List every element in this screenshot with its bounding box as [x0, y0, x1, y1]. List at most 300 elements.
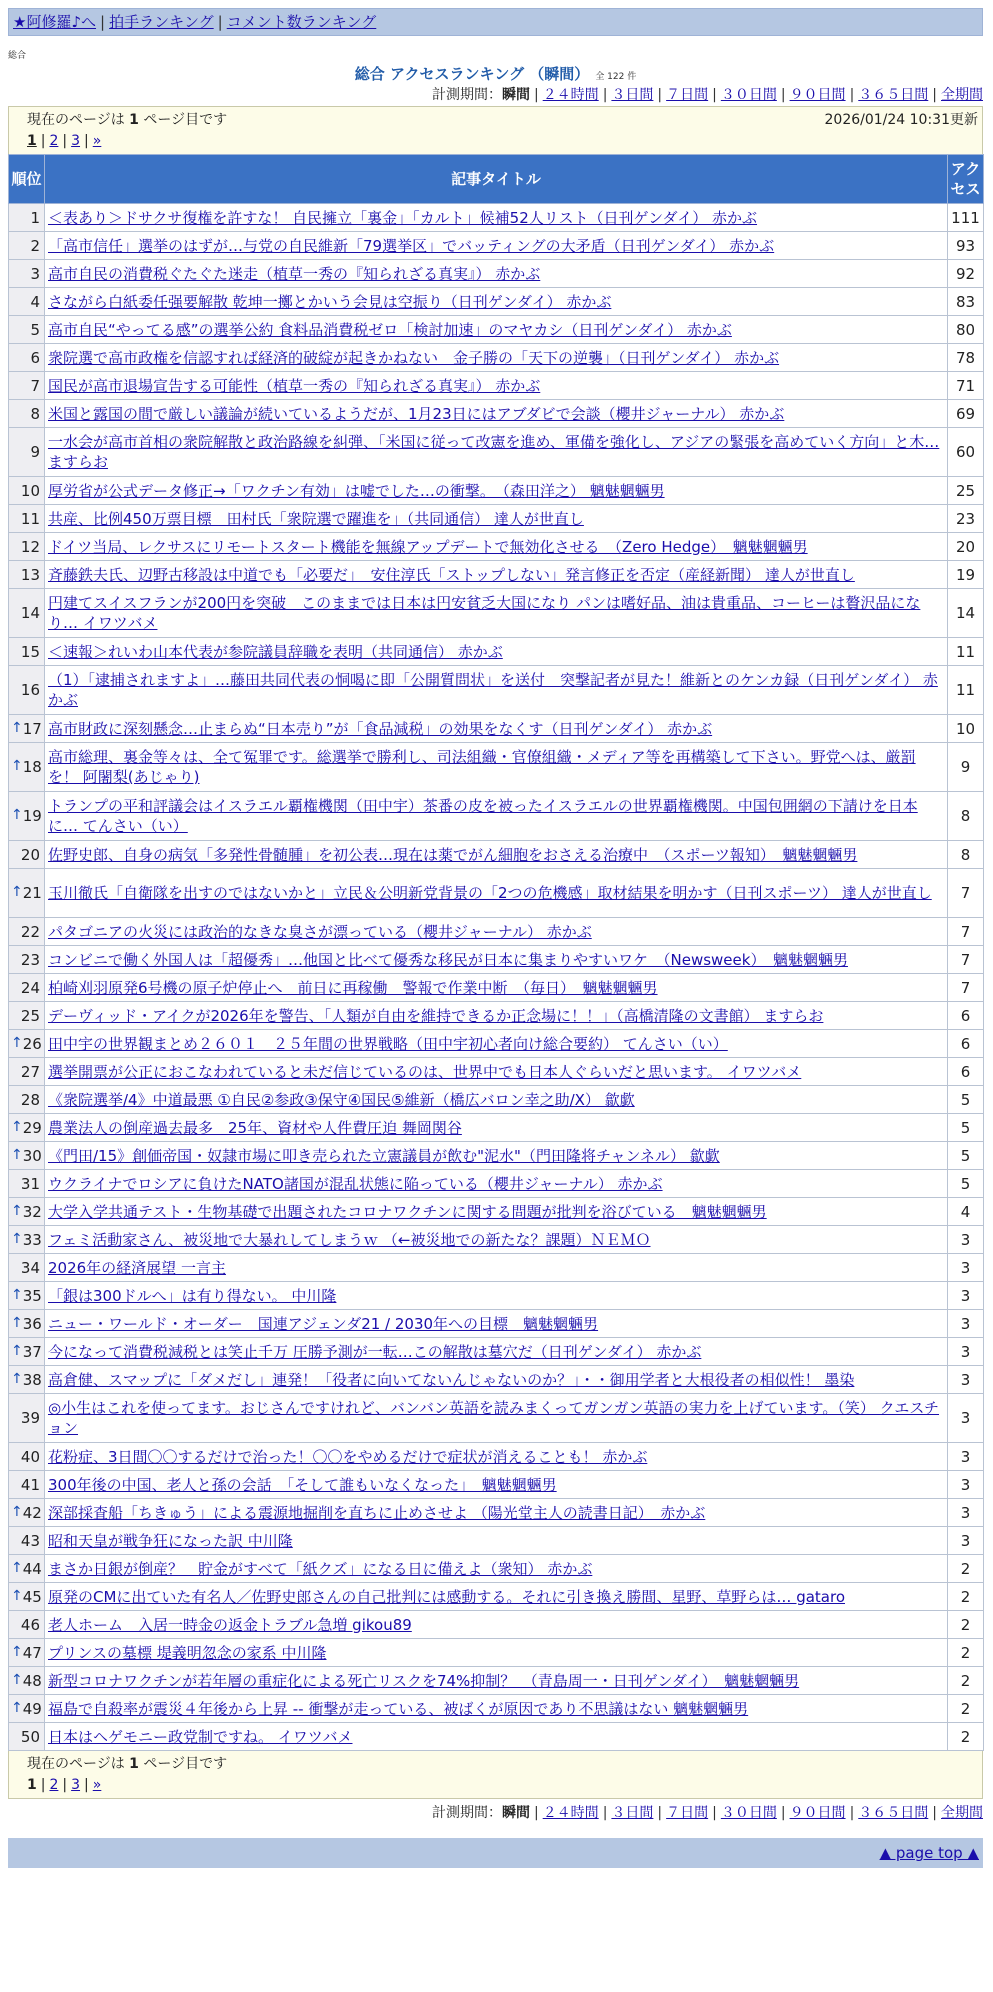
page-link[interactable]: 3: [71, 133, 81, 149]
rank-up-icon: ↑: [11, 1314, 23, 1331]
rank-cell: [9, 428, 45, 477]
access-count: 3: [948, 1499, 984, 1527]
access-count: 11: [948, 638, 984, 666]
rank-cell: [9, 288, 45, 316]
page-sep: |: [62, 133, 68, 149]
access-count: 3: [948, 1394, 984, 1443]
title-cell: [45, 841, 948, 869]
access-count: 2: [948, 1583, 984, 1611]
article-link[interactable]: デーヴィッド・アイクが2026年を警告、「人類が自由を維持できるか正念場に！！」（高橋清隆の文書館） ますらお: [48, 1006, 824, 1025]
rank-cell: [9, 1086, 45, 1114]
page-suffix: ページ目です: [138, 112, 228, 128]
table-row: [9, 946, 984, 974]
nav-link-clap-ranking[interactable]: 拍手ランキング: [109, 13, 214, 31]
title-cell: [45, 715, 948, 743]
rank-number: 18: [22, 758, 42, 776]
rank-up-icon: ↑: [11, 719, 23, 736]
access-count: 3: [948, 1254, 984, 1282]
article-link[interactable]: （1）「逮捕されますよ」…藤田共同代表の恫喝に即「公開質問状」を送付 突撃記者が見た！維新とのケンカ録（日刊ゲンダイ） 赤かぶ: [48, 671, 938, 709]
rank-number: 21: [22, 884, 42, 902]
rank-number: 13: [20, 565, 40, 584]
article-link[interactable]: 斉藤鉄夫氏、辺野古移設は中道でも「必要だ」 安住淳氏「ストップしない」発言修正を否定（産経新聞） 達人が世直し: [48, 565, 855, 584]
title-cell: [45, 1226, 948, 1254]
access-count: 2: [948, 1723, 984, 1751]
table-row: [9, 1170, 984, 1198]
table-row: [9, 1114, 984, 1142]
rank-number: 1: [30, 208, 40, 227]
rank-cell: [9, 260, 45, 288]
rank-cell: [9, 232, 45, 260]
period-current: 瞬間: [501, 87, 530, 103]
title-cell: [45, 232, 948, 260]
table-row: [9, 1198, 984, 1226]
page-link[interactable]: 3: [71, 1777, 81, 1793]
title-cell: [45, 1086, 948, 1114]
rank-up-icon: ↑: [11, 1230, 23, 1247]
article-link[interactable]: 佐野史郎、自身の病気「多発性骨髄腫」を初公表…現在は薬でがん細胞をおさえる治療中 （スポーツ報知） 魑魅魍魎男: [48, 845, 858, 864]
table-row: [9, 1394, 984, 1443]
rank-up-icon: ↑: [11, 1342, 23, 1359]
rank-number: 46: [20, 1615, 40, 1634]
access-count: 3: [948, 1338, 984, 1366]
period-sep: |: [533, 87, 539, 103]
pagination: [27, 133, 982, 149]
rank-up-icon: ↑: [11, 1559, 23, 1576]
rank-up-icon: ↑: [11, 1370, 23, 1387]
rank-cell: [9, 372, 45, 400]
page-prefix: 現在のページは: [27, 112, 130, 128]
table-row: [9, 1002, 984, 1030]
page-sep: |: [40, 133, 46, 149]
article-link[interactable]: さながら白紙委任强要解散 乾坤一擲とかいう会見は空振り（日刊ゲンダイ） 赤かぶ: [48, 292, 612, 311]
period-link[interactable]: ９０日間: [789, 87, 846, 103]
access-count: 2: [948, 1695, 984, 1723]
access-count: 5: [948, 1114, 984, 1142]
rank-cell: [9, 1002, 45, 1030]
title-cell: [45, 666, 948, 715]
article-link[interactable]: 「高市信任」選挙のはずが…与党の自民維新「79選挙区」でバッティングの大矛盾（日刊ゲンダイ） 赤かぶ: [48, 236, 775, 255]
rank-up-icon: ↑: [11, 758, 23, 774]
article-link[interactable]: 高倉健、スマップに「ダメだし」連発！「役者に向いてないんじゃないのか？」・・御用学者と大根役者の相似性！ 墨染: [48, 1370, 855, 1389]
ranking-table: [8, 154, 984, 1751]
table-row: [9, 1471, 984, 1499]
article-link[interactable]: 衆院選で高市政権を信認すれば経済的破綻が起きかねない 金子勝の「天下の逆襲」（日刊ゲンダイ） 赤かぶ: [48, 348, 780, 367]
access-count: 3: [948, 1471, 984, 1499]
access-count: 5: [948, 1170, 984, 1198]
article-link[interactable]: フェミ活動家さん、被災地で大暴れしてしまうｗ （←被災地での新たな？課題）ＮＥＭＯ: [48, 1230, 651, 1249]
period-link[interactable]: ２４時間: [542, 1805, 599, 1821]
pagination: [27, 1777, 982, 1793]
rank-up-icon: ↑: [11, 1202, 23, 1219]
rank-number: 6: [30, 348, 40, 367]
article-link[interactable]: 《門田/15》創価帝国・奴隷市場に叩き売られた立憲議員が飲む"泥水"（門田隆将チャンネル） 歙歔: [48, 1146, 720, 1165]
period-link[interactable]: ３０日間: [720, 1805, 777, 1821]
page-info-top: [8, 106, 983, 154]
header-access: アクセス: [948, 155, 984, 204]
rank-cell: [9, 316, 45, 344]
title-cell: [45, 1198, 948, 1226]
bottom-bar: [8, 1838, 983, 1868]
table-row: [9, 428, 984, 477]
period-link[interactable]: ９０日間: [789, 1805, 846, 1821]
rank-up-icon: ↑: [11, 1034, 23, 1051]
period-link[interactable]: ２４時間: [542, 87, 599, 103]
access-count: 60: [948, 428, 984, 477]
rank-cell: [9, 1555, 45, 1583]
table-row: [9, 841, 984, 869]
nav-sep: |: [100, 13, 106, 31]
table-row: [9, 1338, 984, 1366]
table-row: [9, 204, 984, 232]
title-cell: [45, 946, 948, 974]
access-count: 2: [948, 1639, 984, 1667]
header-title: 記事タイトル: [45, 155, 948, 204]
article-link[interactable]: ウクライナでロシアに負けたNATO諸国が混乱状態に陥っている（櫻井ジャーナル） 赤かぶ: [48, 1174, 663, 1193]
rank-cell: [9, 1611, 45, 1639]
page: [8, 8, 983, 1868]
rank-number: 8: [30, 404, 40, 423]
rank-cell: [9, 1114, 45, 1142]
article-link[interactable]: ＜表あり＞ドサクサ復権を許すな！ 自民擁立「裏金」「カルト」候補52人リスト（日刊ゲンダイ） 赤かぶ: [48, 208, 758, 227]
title-cell: [45, 1114, 948, 1142]
access-count: 71: [948, 372, 984, 400]
article-link[interactable]: 日本はヘゲモニー政党制ですね。 イワツバメ: [48, 1727, 353, 1746]
top-nav: [8, 8, 983, 36]
article-link[interactable]: 福島で自殺率が震災４年後から上昇 -- 衝撃が走っている、被ばくが原因であり不思議はない 魑魅魍魎男: [48, 1699, 749, 1718]
rank-cell: [9, 638, 45, 666]
period-sep: |: [712, 1805, 717, 1821]
title-cell: [45, 1695, 948, 1723]
article-link[interactable]: パタゴニアの火災には政治的なきな臭さが漂っている（櫻井ジャーナル） 赤かぶ: [48, 922, 592, 941]
page-number: 1: [129, 112, 139, 128]
article-link[interactable]: 厚労省が公式データ修正→「ワクチン有効」は嘘でした…の衝撃。 （森田洋之） 魑魅魍魎男: [48, 481, 665, 500]
article-link[interactable]: 今になって消費税減税とは笑止千万 圧勝予測が一転…この解散は墓穴だ（日刊ゲンダイ） 赤かぶ: [48, 1342, 702, 1361]
rank-cell: [9, 1639, 45, 1667]
table-row: [9, 1639, 984, 1667]
rank-number: 43: [20, 1531, 40, 1550]
rank-cell: [9, 1583, 45, 1611]
header-rank: 順位: [9, 155, 45, 204]
page-link[interactable]: »: [92, 1777, 102, 1793]
page-link[interactable]: 2: [49, 133, 59, 149]
period-link[interactable]: ３６５日間: [858, 1805, 929, 1821]
page-current: 1: [27, 133, 37, 149]
period-sep: |: [780, 1805, 786, 1821]
rank-number: 40: [20, 1447, 40, 1466]
article-link[interactable]: 米国と露国の間で厳しい議論が続いているようだが、1月23日にはアブダビで会談（櫻井ジャーナル） 赤かぶ: [48, 404, 785, 423]
rank-up-icon: ↑: [11, 807, 23, 823]
table-row: [9, 1086, 984, 1114]
rank-cell: [9, 1226, 45, 1254]
table-row: [9, 1226, 984, 1254]
rank-number: 9: [30, 443, 40, 461]
article-link[interactable]: 高市自民“やってる感”の選挙公約 食料品消費税ゼロ「検討加速」のマヤカシ（日刊ゲンダイ） 赤かぶ: [48, 320, 732, 339]
table-row: [9, 918, 984, 946]
access-count: 2: [948, 1555, 984, 1583]
table-row: [9, 974, 984, 1002]
table-row: [9, 1527, 984, 1555]
rank-up-icon: ↑: [11, 1643, 23, 1660]
article-link[interactable]: 高市財政に深刻懸念…止まらぬ“日本売り”が「食品減税」の効果をなくす（日刊ゲンダイ） 赤かぶ: [48, 719, 713, 738]
period-link[interactable]: ３０日間: [720, 87, 777, 103]
title-cell: [45, 316, 948, 344]
title-cell: [45, 1611, 948, 1639]
table-row: [9, 1366, 984, 1394]
rank-number: 14: [20, 604, 40, 622]
access-count: 10: [948, 715, 984, 743]
table-row: [9, 1695, 984, 1723]
rank-cell: [9, 1499, 45, 1527]
article-link[interactable]: 「銀は300ドルへ」は有り得ない。 中川隆: [48, 1286, 337, 1305]
access-count: 6: [948, 1030, 984, 1058]
table-row: [9, 1030, 984, 1058]
rank-cell: [9, 1338, 45, 1366]
rank-cell: [9, 1058, 45, 1086]
table-row: [9, 589, 984, 638]
period-selector: [8, 1802, 983, 1824]
rank-cell: [9, 1723, 45, 1751]
rank-cell: [9, 400, 45, 428]
rank-cell: [9, 918, 45, 946]
access-count: 6: [948, 1058, 984, 1086]
rank-number: 37: [22, 1342, 42, 1361]
article-link[interactable]: 新型コロナワクチンが若年層の重症化による死亡リスクを74%抑制？ （青島周一・日刊ゲンダイ） 魑魅魍魎男: [48, 1671, 800, 1690]
article-link[interactable]: ニュー・ワールド・オーダー 国連アジェンダ21 / 2030年への目標 魑魅魍魎男: [48, 1314, 599, 1333]
period-link[interactable]: ３日間: [611, 87, 654, 103]
title-cell: [45, 1002, 948, 1030]
period-sep: |: [657, 87, 663, 103]
rank-up-icon: ↑: [11, 1671, 23, 1688]
rank-number: 30: [22, 1146, 42, 1165]
access-count: 93: [948, 232, 984, 260]
rank-cell: [9, 1142, 45, 1170]
table-row: [9, 792, 984, 841]
page-prefix: 現在のページは: [27, 1756, 130, 1772]
rank-cell: [9, 1394, 45, 1443]
rank-number: 16: [20, 681, 40, 699]
access-count: 7: [948, 974, 984, 1002]
article-link[interactable]: 花粉症、3日間〇〇するだけで治った！〇〇をやめるだけで症状が消えることも！ 赤かぶ: [48, 1447, 648, 1466]
rank-cell: [9, 869, 45, 918]
title-cell: [45, 1366, 948, 1394]
rank-number: 42: [22, 1503, 42, 1522]
article-link[interactable]: 大学入学共通テスト・生物基礎で出題されたコロナワクチンに関する問題が批判を浴びている 魑魅魍魎男: [48, 1202, 767, 1221]
rank-number: 22: [20, 922, 40, 941]
page-link[interactable]: 2: [49, 1777, 59, 1793]
article-link[interactable]: ◎小生はこれを使ってます。おじさんですけれど、バンバン英語を読みまくってガンガン英語の実力を上げています。（笑） クエスチョン: [48, 1399, 940, 1437]
article-link[interactable]: まさか日銀が倒産？ 貯金がすべて「紙クズ」になる日に備えよ（衆知） 赤かぶ: [48, 1559, 593, 1578]
rank-number: 23: [20, 950, 40, 969]
rank-number: 19: [22, 807, 42, 825]
page-number: 1: [129, 1756, 139, 1772]
access-count: 5: [948, 1086, 984, 1114]
rank-number: 31: [20, 1174, 40, 1193]
title-cell: [45, 1499, 948, 1527]
article-link[interactable]: ＜速報＞れいわ山本代表が参院議員辞職を表明（共同通信） 赤かぶ: [48, 642, 503, 661]
access-count: 4: [948, 1198, 984, 1226]
table-row: [9, 1443, 984, 1471]
rank-number: 28: [20, 1090, 40, 1109]
page-sep: |: [62, 1777, 68, 1793]
page-info-bottom: [8, 1751, 983, 1799]
title-cell: [45, 204, 948, 232]
article-link[interactable]: 《衆院選挙/4》中道最悪 ①自民②参政③保守④国民⑤維新（橋広バロン幸之助/X） 歙歔: [48, 1090, 635, 1109]
article-link[interactable]: 国民が高市退場宣告する可能性（植草一秀の『知られざる真実』） 赤かぶ: [48, 376, 541, 395]
access-count: 3: [948, 1527, 984, 1555]
title-cell: [45, 260, 948, 288]
table-row: [9, 372, 984, 400]
rank-number: 17: [22, 719, 42, 738]
rank-cell: [9, 1695, 45, 1723]
title-cell: [45, 1058, 948, 1086]
rank-number: 24: [20, 978, 40, 997]
article-link[interactable]: トランプの平和評議会はイスラエル覇権機関（田中宇）茶番の皮を被ったイスラエルの世界覇権機関。中国包囲網の下請けを日本に… てんさい（い）: [48, 797, 918, 835]
rank-cell: [9, 1030, 45, 1058]
rank-number: 44: [22, 1559, 42, 1578]
article-link[interactable]: 一水会が高市首相の衆院解散と政治路線を糾弾、「米国に従って改憲を進め、軍備を強化し、アジアの緊張を高めていく方向」と木… ますらお: [48, 433, 940, 471]
period-link[interactable]: ３日間: [611, 1805, 654, 1821]
rank-cell: [9, 505, 45, 533]
article-link[interactable]: コンビニで働く外国人は「超優秀」…他国と比べて優秀な移民が日本に集まりやすいワケ （Newsweek） 魑魅魍魎男: [48, 950, 848, 969]
article-link[interactable]: 昭和天皇が戦争狂になった訳 中川隆: [48, 1531, 293, 1550]
title-cell: [45, 918, 948, 946]
title-cell: [45, 561, 948, 589]
table-row: [9, 1282, 984, 1310]
period-link[interactable]: 全期間: [941, 87, 983, 103]
access-count: 9: [948, 743, 984, 792]
title-cell: [45, 1030, 948, 1058]
rank-number: 12: [20, 537, 40, 556]
article-link[interactable]: 選挙開票が公正におこなわれていると未だ信じているのは、世界中でも日本人ぐらいだと思います。 イワツバメ: [48, 1062, 802, 1081]
article-link[interactable]: 高市自民の消費税ぐたぐた迷走（植草一秀の『知られざる真実』） 赤かぶ: [48, 264, 541, 283]
article-link[interactable]: 共産、比例450万票目標 田村氏「衆院選で躍進を」（共同通信） 達人が世直し: [48, 509, 584, 528]
rank-number: 27: [20, 1062, 40, 1081]
access-count: 20: [948, 533, 984, 561]
title-cell: [45, 1471, 948, 1499]
title-cell: [45, 1142, 948, 1170]
table-row: [9, 1499, 984, 1527]
table-row: [9, 869, 984, 918]
title-cell: [45, 428, 948, 477]
table-row: [9, 1667, 984, 1695]
table-row: [9, 1254, 984, 1282]
rank-cell: [9, 1667, 45, 1695]
rank-number: 32: [22, 1202, 42, 1221]
rank-up-icon: ↑: [11, 1118, 23, 1135]
title-cell: [45, 1394, 948, 1443]
rank-up-icon: ↑: [11, 884, 23, 900]
article-link[interactable]: 玉川徹氏「自衛隊を出すのではないかと」立民＆公明新党背景の「2つの危機感」取材結果を明かす（日刊スポーツ） 達人が世直し: [48, 884, 932, 902]
period-sep: |: [602, 1805, 608, 1821]
rank-cell: [9, 1282, 45, 1310]
nav-link-comment-ranking[interactable]: コメント数ランキング: [226, 13, 377, 31]
breadcrumb: 総合: [8, 51, 27, 61]
access-count: 80: [948, 316, 984, 344]
article-link[interactable]: 老人ホーム 入居一時金の返金トラブル急増 gikou89: [48, 1615, 412, 1634]
rank-cell: [9, 946, 45, 974]
article-link[interactable]: 深部採査船「ちきゅう」による震源地掘削を直ちに止めさせよ （陽光堂主人の読書日記） 赤かぶ: [48, 1503, 706, 1522]
period-sep: |: [780, 87, 786, 103]
article-link[interactable]: 高市総理、裏金等々は、全て冤罪です。総選挙で勝利し、司法組織・官僚組織・メディア等を再構築して下さい。野党へは、厳罰を！ 阿闍梨(あじゃり): [48, 748, 916, 786]
article-link[interactable]: 農業法人の倒産過去最多 25年、資材や人件費圧迫 舞岡関谷: [48, 1118, 462, 1137]
rank-number: 26: [22, 1034, 42, 1053]
rank-number: 47: [22, 1643, 42, 1662]
rank-cell: [9, 841, 45, 869]
title-cell: [45, 792, 948, 841]
rank-number: 36: [22, 1314, 42, 1333]
page-sep: |: [84, 1777, 89, 1793]
period-link[interactable]: ３６５日間: [858, 87, 929, 103]
table-row: [9, 533, 984, 561]
access-count: 92: [948, 260, 984, 288]
title-cell: [45, 344, 948, 372]
rank-number: 41: [20, 1475, 40, 1494]
title-cell: [45, 1170, 948, 1198]
article-link[interactable]: 2026年の経済展望 一言主: [48, 1258, 226, 1277]
article-link[interactable]: 柏崎刈羽原発6号機の原子炉停止へ 前日に再稼働 警報で作業中断 （毎日） 魑魅魍魎男: [48, 978, 658, 997]
title-cell: [45, 1282, 948, 1310]
title-cell: [45, 1310, 948, 1338]
title-cell: [45, 743, 948, 792]
page-link[interactable]: »: [92, 133, 102, 149]
article-link[interactable]: ドイツ当局、レクサスにリモートスタート機能を無線アップデートで無効化させる （Zero Hedge） 魑魅魍魎男: [48, 537, 808, 556]
article-link[interactable]: 300年後の中国、老人と孫の会話 「そして誰もいなくなった」 魑魅魍魎男: [48, 1475, 557, 1494]
title-cell: [45, 1723, 948, 1751]
rank-cell: [9, 477, 45, 505]
period-sep: |: [849, 87, 855, 103]
title-cell: [45, 505, 948, 533]
page-title: [8, 64, 983, 84]
rank-number: 25: [20, 1006, 40, 1025]
access-count: 6: [948, 1002, 984, 1030]
rank-cell: [9, 743, 45, 792]
table-row: [9, 1611, 984, 1639]
nav-link-ashura[interactable]: ★阿修羅♪へ: [13, 13, 97, 31]
article-link[interactable]: 田中宇の世界観まとめ２６０１ ２５年間の世界戦略（田中宇初心者向け総合要約） てんさい（い）: [48, 1034, 728, 1053]
title-cell: [45, 1555, 948, 1583]
rank-up-icon: ↑: [11, 1699, 23, 1716]
period-link[interactable]: ７日間: [666, 1805, 709, 1821]
rank-cell: [9, 1254, 45, 1282]
article-link[interactable]: 原発のCMに出ていた有名人／佐野史郎さんの自己批判には感動する。それに引き換え勝間、星野、草野らは… gataro: [48, 1587, 845, 1606]
title-cell: [45, 1527, 948, 1555]
access-count: 5: [948, 1142, 984, 1170]
period-link[interactable]: ７日間: [666, 87, 709, 103]
period-link[interactable]: 全期間: [941, 1805, 983, 1821]
rank-number: 29: [22, 1118, 42, 1137]
page-top-link[interactable]: ▲ page top ▲: [879, 1844, 979, 1862]
title-cell: [45, 1583, 948, 1611]
table-row: [9, 1310, 984, 1338]
table-row: [9, 344, 984, 372]
rank-number: 45: [22, 1587, 42, 1606]
article-link[interactable]: 円建てスイスフランが200円を突破 このままでは日本は円安貧乏大国になり パンは嗜好品、油は貴重品、コーヒーは贅沢品になり… イワツバメ: [48, 594, 921, 632]
rank-up-icon: ↑: [11, 1503, 23, 1520]
article-link[interactable]: プリンスの墓標 堤義明忽念の家系 中川隆: [48, 1643, 327, 1662]
rank-cell: [9, 1471, 45, 1499]
table-row: [9, 715, 984, 743]
period-sep: |: [533, 1805, 539, 1821]
period-sep: |: [932, 1805, 937, 1821]
access-count: 25: [948, 477, 984, 505]
title-cell: [45, 1254, 948, 1282]
rank-number: 34: [20, 1258, 40, 1277]
access-count: 2: [948, 1611, 984, 1639]
table-row: [9, 260, 984, 288]
title-cell: [45, 288, 948, 316]
period-label: 計測期間：: [431, 1805, 502, 1821]
access-count: 83: [948, 288, 984, 316]
